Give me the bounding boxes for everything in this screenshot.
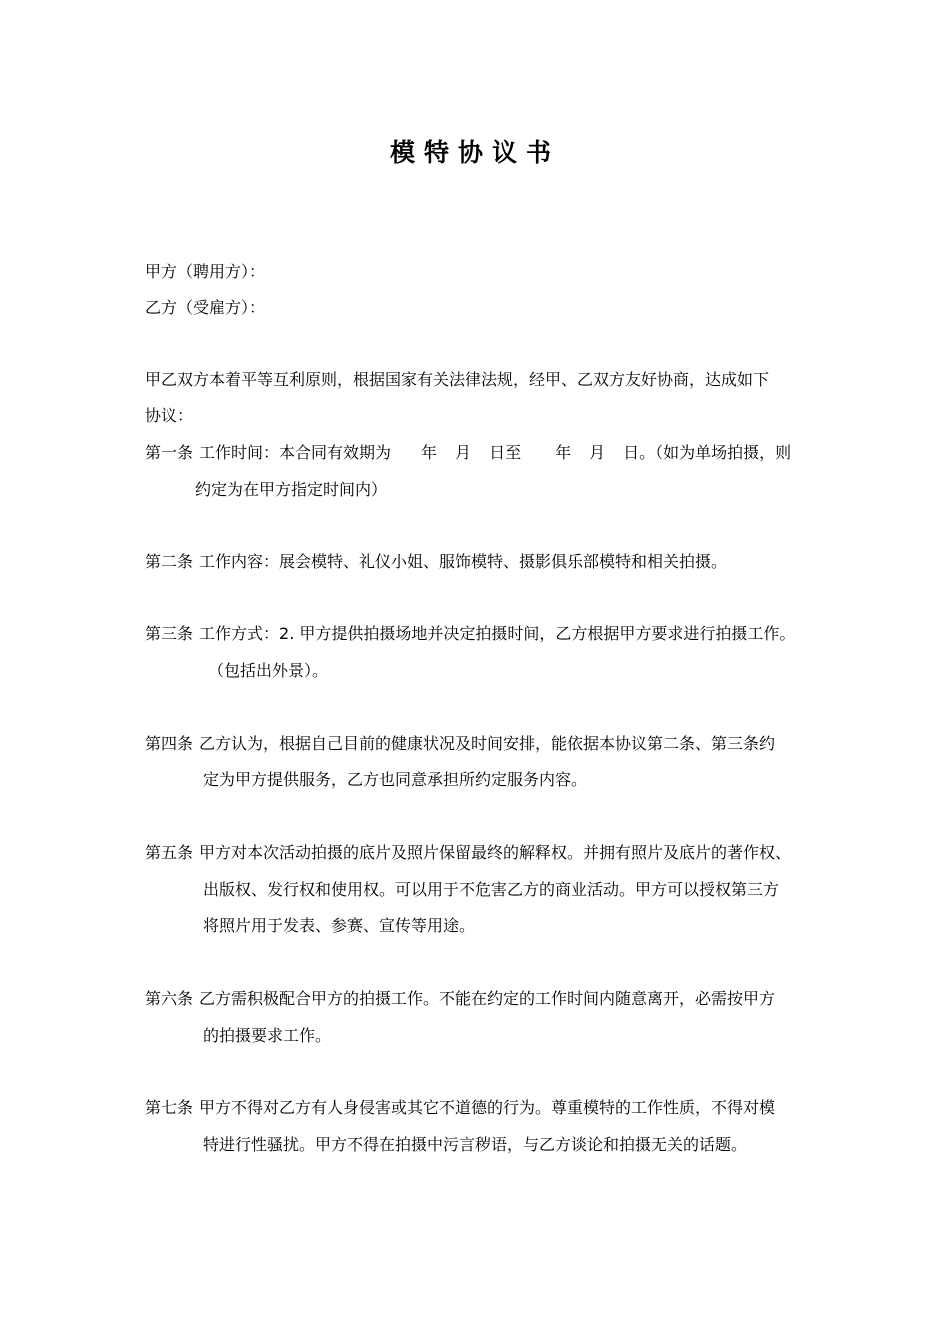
blank-year-2: 年: [555, 443, 572, 462]
article-text: 乙方需积极配合甲方的拍摄工作。不能在约定的工作时间内随意离开，必需按甲方: [199, 989, 776, 1008]
article-1-line-1: [145, 443, 791, 463]
article-label: 第五条: [145, 843, 194, 862]
intro-line-2: 协议：: [145, 406, 194, 425]
article-label: 第二条: [145, 552, 194, 571]
article-text: 乙方认为，根据自己目前的健康状况及时间安排，能依据本协议第二条、第三条约: [199, 734, 776, 753]
party-a-line: 甲方（聘用方）：: [145, 262, 266, 281]
blank-year-1: 年: [421, 443, 438, 462]
blank-month-2: 月: [589, 443, 606, 462]
article-3-line-2: （包括出外景）。: [208, 661, 329, 680]
article-5-line-2: 出版权、发行权和使用权。可以用于不危害乙方的商业活动。甲方可以授权第三方: [203, 880, 780, 899]
blank-month-1: 月: [455, 443, 472, 462]
blank-day-1: 日至: [489, 443, 522, 462]
article-label: 第六条: [145, 989, 194, 1008]
article-text: 工作内容：展会模特、礼仪小姐、服饰模特、摄影俱乐部模特和相关拍摄。: [199, 552, 728, 571]
article-5-line-1: [145, 843, 791, 863]
article-text: 工作时间：本合同有效期为: [199, 443, 392, 462]
article-4-line-1: [145, 734, 775, 754]
article-text: 甲方不得对乙方有人身侵害或其它不道德的行为。尊重模特的工作性质，不得对模: [199, 1098, 776, 1117]
article-text-suffix: 日。（如为单场拍摄，则: [623, 443, 792, 462]
document-title: 模特协议书: [389, 138, 560, 167]
article-3-line-1: [145, 624, 795, 644]
article-7-line-2: 特进行性骚扰。甲方不得在拍摄中污言秽语，与乙方谈论和拍摄无关的话题。: [203, 1135, 748, 1154]
intro-line-1: 甲乙双方本着平等互利原则，根据国家有关法律法规，经甲、乙双方友好协商，达成如下: [145, 370, 770, 389]
article-7-line-1: [145, 1098, 775, 1118]
article-text: 工作方式：2. 甲方提供拍摄场地并决定拍摄时间，乙方根据甲方要求进行拍摄工作。: [199, 624, 796, 643]
article-label: 第三条: [145, 624, 194, 643]
article-text: 甲方对本次活动拍摄的底片及照片保留最终的解释权。并拥有照片及底片的著作权、: [199, 843, 792, 862]
article-6-line-1: [145, 989, 775, 1009]
article-label: 第七条: [145, 1098, 194, 1117]
party-b-line: 乙方（受雇方）：: [145, 298, 266, 317]
article-4-line-2: 定为甲方提供服务，乙方也同意承担所约定服务内容。: [203, 770, 588, 789]
article-5-line-3: 将照片用于发表、参赛、宣传等用途。: [203, 916, 476, 935]
article-1-line-2: 约定为在甲方指定时间内）: [195, 480, 388, 499]
article-label: 第四条: [145, 734, 194, 753]
article-2-line-1: [145, 552, 727, 572]
article-label: 第一条: [145, 443, 194, 462]
article-6-line-2: 的拍摄要求工作。: [203, 1026, 332, 1045]
